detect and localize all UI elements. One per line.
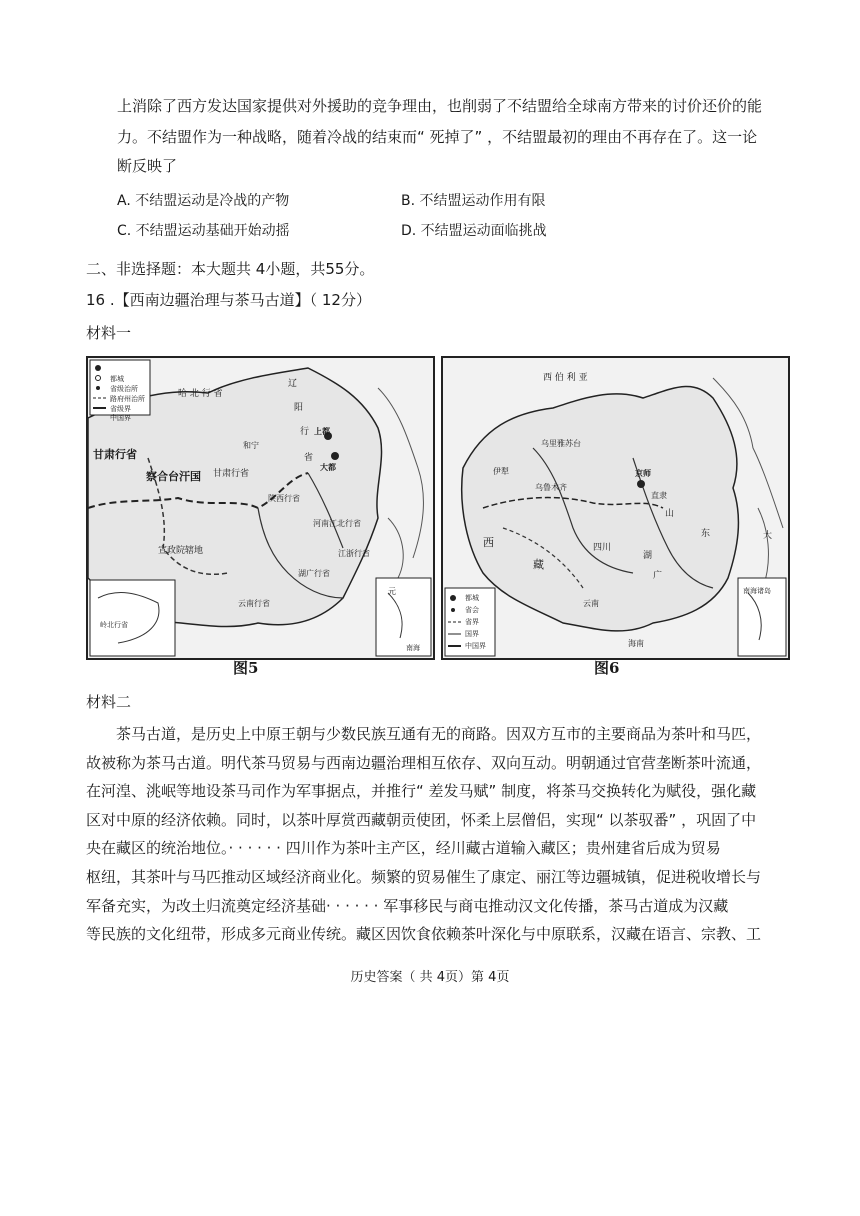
map-label: 河南江北行省 [313,519,361,528]
map-label: 京师 [635,469,651,478]
map-label: 伊犁 [493,467,509,476]
question-text-line-1: 上消除了西方发达国家提供对外援助的竞争理由，也削弱了不结盟给全球南方带来的讨价还价的能 [117,97,763,115]
map-label: 甘肃行省 [213,469,250,479]
map-label: 四川 [593,543,612,553]
question-text-line-3: 断反映了 [117,157,178,175]
question-16-title: 16 .【西南边疆治理与茶马古道】（ 12分） [86,291,371,309]
legend-item-provincial-capital: 省会 [465,606,479,614]
paragraph-line: 区对中原的经济依赖。同时，以茶叶厚赏西藏朝贡使团，怀柔上层僧侣，实现“ 以茶驭番” ，巩固了中 [86,810,757,829]
map-label: 宣政院辖地 [158,546,204,556]
legend-item-capital: 都城 [110,375,124,383]
map-label: 乌鲁木齐 [535,483,567,492]
paragraph-line: 枢纽，其茶叶与马匹推动区域经济商业化。频繁的贸易催生了康定、丽江等边疆城镇，促进税收增长与 [86,867,762,886]
map-label: 乌里雅苏台 [541,439,581,448]
figure-6-caption: 图6 [594,659,620,677]
map-label: 察合台汗国 [146,470,201,483]
map-label: 上都 [314,427,330,436]
map-label: 行 [300,427,310,437]
material-2-paragraph [86,720,776,949]
map-5-inset-south-sea [376,578,431,656]
legend-item-national-border: 国界 [465,630,479,638]
option-a: A. 不结盟运动是冷战的产物 [117,193,290,209]
map-label: 辽 [288,379,298,389]
map-label: 大 [763,531,773,541]
map-label: 西 [483,536,494,549]
map-label: 湖 [643,551,653,561]
map-label: 陕西行省 [268,494,300,503]
map-label: 直隶 [651,491,667,500]
legend-item-province-border: 省界 [465,618,479,626]
map-label: 藏 [533,558,544,571]
map-label: 甘肃行省 [93,448,137,461]
legend-item-capital: 都城 [465,594,479,602]
legend-item-china-border: 中国界 [110,414,131,422]
map-label: 和宁 [243,441,259,450]
map-label: 哈 北 行 省 [178,389,223,399]
legend-item-province-border: 省级界 [110,405,131,413]
map-5-inset-label: 南海 [406,644,420,652]
map-label: 江浙行省 [338,549,370,558]
map-6-inset-label: 南海诸岛 [743,587,771,595]
legend-item-china-border: 中国界 [465,642,486,650]
map-label: 大都 [320,463,336,472]
map-label: 西 伯 利 亚 [543,373,588,383]
map-label: 云南行省 [238,599,270,608]
material-2-label: 材料二 [86,693,132,711]
figure-5-caption: 图5 [233,659,259,677]
material-1-label: 材料一 [86,324,132,342]
map-label: 阳 [294,403,304,413]
map-figure-6 [441,356,790,660]
paragraph-line: 在河湟、洮岷等地设茶马司作为军事据点，并推行“ 差发马赋” 制度，将茶马交换转化为赋役，强化藏 [86,782,757,801]
map-label: 湖广行省 [298,569,330,578]
section-title: 二、非选择题：本大题共 4小题，共55分。 [86,260,375,278]
option-d: D. 不结盟运动面临挑战 [401,223,547,239]
map-label: 东 [701,529,711,539]
map-label: 省 [304,453,314,463]
map-label: 元 [388,587,396,596]
paragraph-line: 军备充实，为改土归流奠定经济基础· · · · · · 军事移民与商屯推动汉文化传播，茶马古道成为汉藏 [86,896,729,915]
paragraph-line: 央在藏区的统治地位。· · · · · · 四川作为茶叶主产区，经川藏古道输入藏区；贵州建省后成为贸易 [86,839,721,858]
paragraph-line: 等民族的文化纽带，形成多元商业传统。藏区因饮食依赖茶叶深化与中原联系，汉藏在语言、宗教、工 [86,925,762,944]
map-figures [86,352,786,678]
paragraph-line: 茶马古道，是历史上中原王朝与少数民族互通有无的商路。因双方互市的主要商品为茶叶和马匹， [116,725,762,743]
option-b: B. 不结盟运动作用有限 [401,193,546,209]
option-c: C. 不结盟运动基础开始动摇 [117,223,290,239]
question-text-line-2: 力。不结盟作为一种战略，随着冷战的结束而“ 死掉了” ，不结盟最初的理由不再存在了。这一论 [117,128,758,146]
map-5-inset-lingbei [90,580,175,656]
map-label: 云南 [583,599,599,608]
map-label: 海南 [628,639,644,648]
qing-dynasty-map [443,358,788,658]
paragraph-line: 故被称为茶马古道。明代茶马贸易与西南边疆治理相互依存、双向互动。明朝通过官营垄断茶叶流通， [86,753,762,772]
legend-item-province-seat: 省级治所 [110,385,138,393]
map-figure-5 [86,356,435,660]
legend-item-prefecture-seat: 路府州治所 [110,395,145,403]
map-label: 广 [653,571,663,581]
map-label: 岭北行省 [100,621,128,629]
map-label: 山 [665,509,675,519]
page-footer: 历史答案（ 共 4页）第 4页 [350,970,510,985]
